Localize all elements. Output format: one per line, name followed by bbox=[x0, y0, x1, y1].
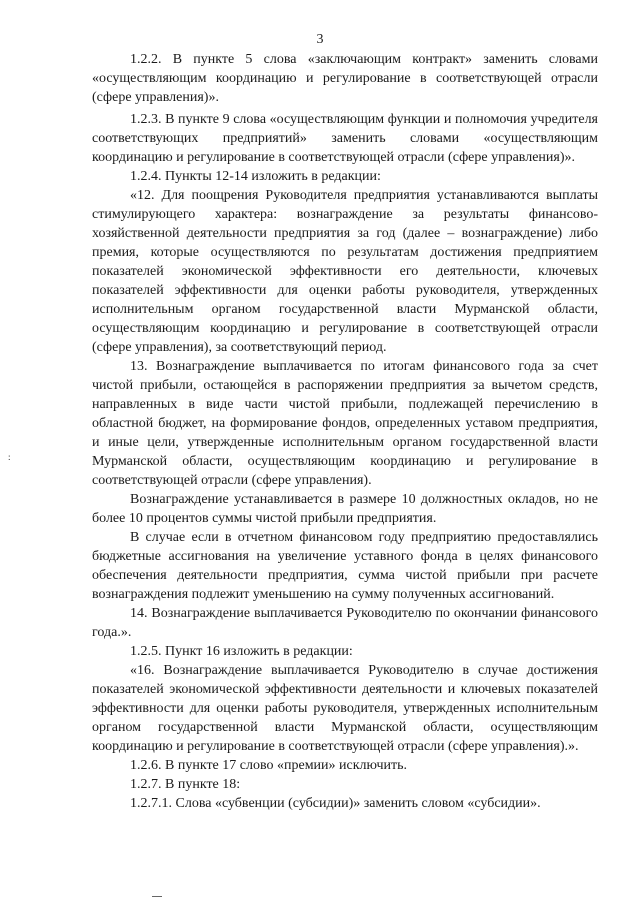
scan-edge-mark: : bbox=[8, 452, 11, 462]
paragraph-1-2-7: 1.2.7. В пункте 18: bbox=[130, 777, 241, 792]
paragraph-1-2-6: 1.2.6. В пункте 17 слово «премии» исключить. bbox=[130, 758, 407, 773]
paragraph-item-14: 14. Вознаграждение выплачивается Руководителю по окончании финансового года.». bbox=[92, 606, 598, 640]
paragraph-1-2-5: 1.2.5. Пункт 16 изложить в редакции: bbox=[130, 644, 353, 659]
paragraph-1-2-4: 1.2.4. Пункты 12-14 изложить в редакции: bbox=[130, 169, 381, 184]
paragraph-item-13: 13. Вознаграждение выплачивается по итогам финансового года за счет чистой прибыли, остающейся в распоряжении предприятия за вычетом средств, направленных в виде части чистой прибыли, подлежащей перечислению в областной бюджет, на формирование фондов, определенных уставом предприятия, и иные цели, утвержденные исполнительным органом государственной власти Мурманской области, осуществляющим координацию и регулирование в соответствующей отрасли (сфере управления). bbox=[92, 359, 598, 488]
paragraph-1-2-7-1: 1.2.7.1. Слова «субвенции (субсидии)» заменить словом «субсидии». bbox=[130, 796, 541, 811]
paragraph-item-12: «12. Для поощрения Руководителя предприятия устанавливаются выплаты стимулирующего характера: вознаграждение за результаты финансово-хозяйственной деятельности предприятия за год (далее – вознаграждение) либо премия, которые осуществляются по результатам достижения предприятием показателей экономической эффективности его деятельности, ключевых показателей эффективности для оценки работы руководителя, утвержденных исполнительным органом государственной власти Мурманской области, осуществляющим координацию и регулирование в соответствующей отрасли (сфере управления), за соответствующий период. bbox=[92, 188, 598, 355]
document-body bbox=[92, 50, 598, 813]
paragraph-1-2-2: 1.2.2. В пункте 5 слова «заключающим контракт» заменить словами «осуществляющим координацию и регулирование в соответствующей отрасли (сфере управления)». bbox=[92, 52, 598, 105]
paragraph-1-2-3: 1.2.3. В пункте 9 слова «осуществляющим функции и полномочия учредителя соответствующих предприятий» заменить словами «осуществляющим координацию и регулирование в соответствующей отрасли (сфере управления)». bbox=[92, 112, 598, 165]
page-number: 3 bbox=[316, 32, 324, 47]
paragraph-item-16: «16. Вознаграждение выплачивается Руководителю в случае достижения показателей экономической эффективности деятельности и ключевых показателей эффективности для оценки работы руководителя, утвержденных исполнительным органом государственной власти Мурманской области, осуществляющим координацию и регулирование в соответствующей отрасли (сфере управления).». bbox=[92, 663, 598, 754]
footer-mark bbox=[152, 896, 162, 897]
paragraph-reward-reduction: В случае если в отчетном финансовом году предприятию предоставлялись бюджетные ассигнования на увеличение уставного фонда в целях финансового обеспечения деятельности предприятия, сумма чистой прибыли при расчете вознаграждения подлежит уменьшению на сумму полученных ассигнований. bbox=[92, 530, 598, 602]
paragraph-reward-size: Вознаграждение устанавливается в размере 10 должностных окладов, но не более 10 процентов суммы чистой прибыли предприятия. bbox=[92, 492, 598, 526]
